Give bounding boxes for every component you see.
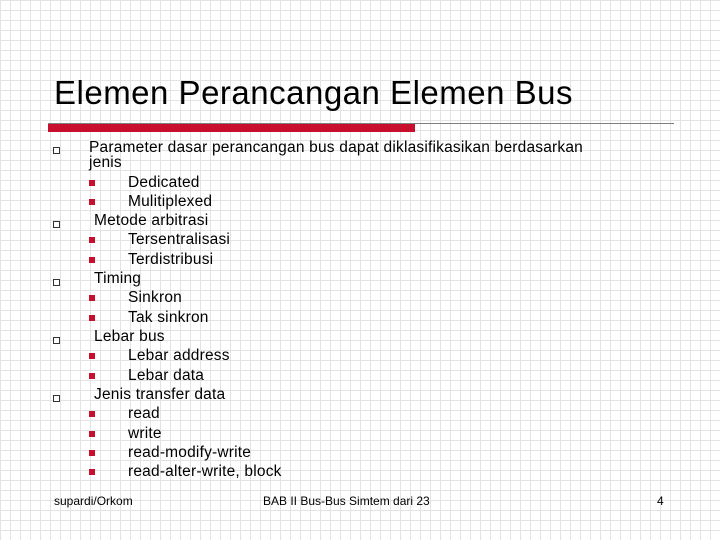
sub-item: read-modify-write	[128, 444, 252, 461]
intro-line: Parameter dasar perancangan bus dapat diklasifikasikan berdasarkan	[89, 139, 583, 156]
square-bullet-icon	[89, 257, 95, 263]
sub-item: Sinkron	[128, 289, 182, 306]
sub-item: Tak sinkron	[128, 309, 209, 326]
group-heading: Lebar bus	[94, 328, 165, 345]
sub-item: read-alter-write, block	[128, 463, 282, 480]
square-bullet-icon	[89, 411, 95, 417]
hollow-square-bullet-icon	[53, 279, 60, 286]
page-number: 4	[657, 494, 664, 508]
intro-line: jenis	[89, 154, 122, 171]
hollow-square-bullet-icon	[53, 337, 60, 344]
sub-item: Lebar address	[128, 347, 230, 364]
square-bullet-icon	[89, 373, 95, 379]
hollow-square-bullet-icon	[53, 221, 60, 228]
hollow-square-bullet-icon	[53, 395, 60, 402]
square-bullet-icon	[89, 180, 95, 186]
square-bullet-icon	[89, 237, 95, 243]
sub-item: read	[128, 405, 160, 422]
hollow-square-bullet-icon	[53, 147, 60, 154]
group-heading: Metode arbitrasi	[94, 212, 209, 229]
sub-item: Tersentralisasi	[128, 231, 231, 248]
sub-item: write	[128, 425, 162, 442]
square-bullet-icon	[89, 469, 95, 475]
square-bullet-icon	[89, 199, 95, 205]
square-bullet-icon	[89, 295, 95, 301]
group-heading: Timing	[94, 270, 142, 287]
group-heading: Jenis transfer data	[94, 386, 226, 403]
footer-chapter: BAB II Bus-Bus Simtem dari 23	[263, 494, 430, 508]
sub-item: Dedicated	[128, 174, 200, 191]
square-bullet-icon	[89, 450, 95, 456]
square-bullet-icon	[89, 353, 95, 359]
slide-title: Elemen Perancangan Elemen Bus	[54, 74, 573, 111]
square-bullet-icon	[89, 431, 95, 437]
footer-author: supardi/Orkom	[54, 494, 133, 508]
square-bullet-icon	[89, 315, 95, 321]
sub-item: Mulitiplexed	[128, 193, 213, 210]
sub-item: Terdistribusi	[128, 251, 214, 268]
sub-item: Lebar data	[128, 367, 205, 384]
